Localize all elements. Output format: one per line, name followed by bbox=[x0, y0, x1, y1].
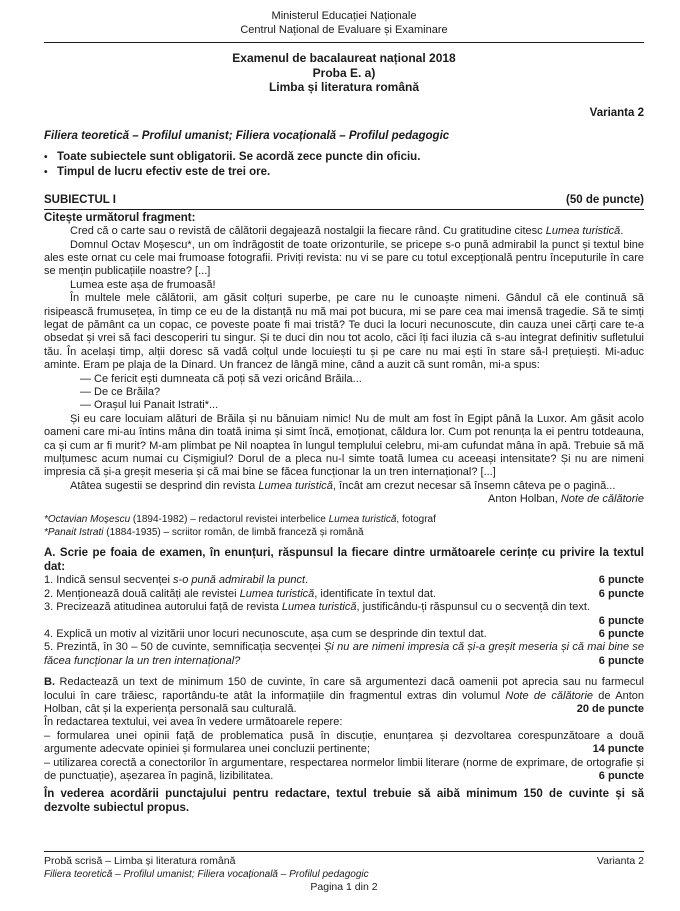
dialogue-line: — De ce Brăila? bbox=[80, 386, 161, 398]
dialogue-line: — Ce fericit ești dumneata că poți să vezi oricând Brăila... bbox=[80, 372, 362, 385]
footer-filiera: Filiera teoretică – Profilul umanist; Filiera vocațională – Profilul pedagogic bbox=[44, 869, 369, 881]
reper-1 bbox=[44, 730, 644, 757]
footnote: *Panait Istrati (1884-1935) – scriitor român, de limbă franceză și română bbox=[44, 526, 364, 538]
section-a-heading: A. Scrie pe foaia de examen, în enunțuri, răspunsul la fiecare dintre următoarele cerințe cu privire la textul dat: bbox=[44, 546, 644, 574]
section-b-text: B. Redactează un text de minimum 150 de cuvinte, în care să argumentezi dacă oamenii pot aprecia sau nu farmecul locului în care trăiesc, raportându-te atât la informațiile din fragmentul extras din volumul Note de călătorie de Anton Holban, cât și la experiența personală sau culturală. bbox=[44, 676, 644, 716]
question-text: 2. Menționează două calități ale revistei Lumea turistică, identificate în textul dat. bbox=[44, 587, 436, 600]
author-attribution: Anton Holban, Note de călătorie bbox=[488, 493, 644, 506]
fragment-paragraph: Domnul Octav Moșescu*, un om îndrăgostit de toate orizonturile, se pricepe s-o pună admirabil la punct și textul bine ales este ornat cu cele mai frumoase fotografii. Priviți revista: nu vi se pare cu totul excepțională pentru începuturile în care se mențin publicațiile noastre? [...] bbox=[44, 238, 644, 278]
instruction-text: Timpul de lucru efectiv este de trei ore. bbox=[57, 166, 271, 179]
bullet-icon: • bbox=[44, 152, 48, 164]
reper-points: 14 puncte bbox=[592, 743, 644, 756]
fragment-paragraph-text: Atâtea sugestii se desprind din revista Lumea turistică, încât am crezut necesar să însemn câteva pe o pagină... bbox=[70, 479, 616, 492]
exam-title: Examenul de bacalaureat național 2018 bbox=[232, 50, 456, 65]
exam-title-block bbox=[44, 51, 644, 95]
subject-1-label: SUBIECTUL I bbox=[44, 194, 116, 207]
redaction-note: În vederea acordării punctajului pentru redactare, textul trebuie să aibă minimum 150 de cuvinte și să dezvolte subiectul propus. bbox=[44, 787, 644, 815]
question-4 bbox=[44, 628, 644, 641]
fragment-paragraph: Cred că o carte sau o revistă de călătorii degajează nostalgii la fiecare rând. Cu gratitudine citesc Lumea turistică. bbox=[70, 225, 624, 238]
subject-1-points: (50 de puncte) bbox=[566, 194, 644, 207]
footer-page-number: Pagina 1 din 2 bbox=[310, 881, 378, 894]
repere-intro: În redactarea textului, vei avea în vedere următoarele repere: bbox=[44, 716, 343, 729]
footnotes bbox=[44, 513, 644, 539]
reper-text: – formularea unei opinii față de problematica pusă în discuție, enunțarea și dezvoltarea corespunzătoare a două argumente adecvate opiniei și formularea unei concluzii pertinente; bbox=[44, 729, 644, 756]
question-points: 6 puncte bbox=[598, 628, 644, 641]
instruction-bullet bbox=[44, 150, 644, 165]
subject-1-header bbox=[44, 193, 644, 210]
instruction-text: Toate subiectele sunt obligatorii. Se acordă zece puncte din oficiu. bbox=[57, 151, 421, 164]
reper-2 bbox=[44, 757, 644, 784]
footnote: *Octavian Moșescu (1894-1982) – redactorul revistei interbelice Lumea turistică, fotograf bbox=[44, 513, 436, 525]
question-text: 1. Indică sensul secvenței s-o pună admirabil la punct. bbox=[44, 574, 309, 587]
question-points: 6 puncte bbox=[598, 614, 644, 627]
variant-label: Varianta 2 bbox=[589, 107, 644, 120]
fragment-paragraph: În multele mele călătorii, am găsit colțuri superbe, pe care nu le cunoaște nimeni. Gândul că ele continuă să risipească frumusețea, în timp ce eu de la distanță nu mă mai pot bucura, mi se pare cea mai imensă tragedie. Să te simți legat de pământ ca un copac, ce poveste poate fi mai tristă? Te duci la locuri necunoscute, din cauza unei cărți care te-a obsedat și vrei să faci descoperiri tu singur. Și te duci din nou tot acolo, căci îți faci iluzia că s-au integrat definitiv sufletului tău. În același timp, alții doresc să vadă colțul unde locuiești tu și pe care nu mai ești în stare să-l prețuiești. Mi-aduc aminte. Eram pe plaja de la Dinard. Un francez de lângă mine, când a auzit că sunt român, mi-a spus: bbox=[44, 292, 644, 372]
question-5 bbox=[44, 641, 644, 668]
exam-instructions bbox=[44, 150, 644, 180]
ministry-name: Ministerul Educației Naționale bbox=[271, 10, 417, 22]
footer-variant: Varianta 2 bbox=[596, 854, 644, 867]
fragment-paragraph bbox=[44, 480, 644, 507]
fragment-paragraph: Lumea este așa de frumoasă! bbox=[70, 278, 216, 291]
reper-points: 6 puncte bbox=[598, 770, 644, 783]
page-footer bbox=[44, 851, 644, 895]
filiera-profile-line: Filiera teoretică – Profilul umanist; Filiera vocațională – Profilul pedagogic bbox=[44, 130, 450, 143]
question-points: 6 puncte bbox=[598, 654, 644, 667]
government-header bbox=[44, 10, 644, 43]
section-b bbox=[44, 676, 644, 816]
question-text: 5. Prezintă, în 30 – 50 de cuvinte, semnificația secvenței Și nu are nimeni impresia că și-a greșit meseria și că mai bine se făcea funcționar la un tren internațional? bbox=[44, 641, 644, 667]
evaluation-center-name: Centrul Național de Evaluare și Examinare bbox=[240, 23, 448, 36]
exam-subject: Limba și literatura română bbox=[268, 80, 420, 95]
bullet-icon: • bbox=[44, 167, 48, 179]
footer-exam-name: Probă scrisă – Limba și literatura română bbox=[44, 854, 236, 867]
question-3 bbox=[44, 601, 644, 628]
question-points: 6 puncte bbox=[598, 587, 644, 600]
section-b-task bbox=[44, 676, 644, 716]
fragment-intro: Citește următorul fragment: bbox=[44, 212, 196, 225]
instruction-bullet bbox=[44, 165, 644, 180]
question-2 bbox=[44, 588, 644, 601]
dialogue-line: — Orașul lui Panait Istrati*... bbox=[80, 399, 219, 412]
exam-proba: Proba E. a) bbox=[312, 65, 376, 80]
question-text: 4. Explică un motiv al vizitării unor locuri necunoscute, așa cum se desprinde din textul dat. bbox=[44, 628, 487, 641]
footer-row bbox=[44, 855, 644, 869]
question-text: 3. Precizează atitudinea autorului față de revista Lumea turistică, justificându-ți răspunsul cu o secvență din text. bbox=[44, 601, 591, 614]
reper-text: – utilizarea corectă a conectorilor în argumentare, respectarea normelor limbii literare (norme de exprimare, de ortografie și de punctuație), așezarea în pagină, lizibilitatea. bbox=[44, 756, 644, 783]
section-b-points: 20 de puncte bbox=[576, 703, 644, 716]
question-points: 6 puncte bbox=[598, 574, 644, 587]
fragment-paragraph: Și eu care locuiam alături de Brăila și nu bănuiam nimic! Nu de mult am fost în Egipt până la Luxor. Am găsit acolo oameni care mi-au întins mâna din toată inima și simt încă, emoționat, căldura lor. Cum pot renunța la ei pentru totdeauna, ca și cum ar fi murit? M-am plimbat pe Nil noaptea în lungul templului celebru, mi-am cufundat mâna în apă. Trebuie să mă mulțumesc acum numai cu Cișmigiul? Dorul de a pleca nu-l simte toată lumea cu aceeași intensitate? Și nu are nimeni impresia că și-a greșit meseria și că mai bine se făcea funcționar la un tren internațional? [...] bbox=[44, 412, 644, 479]
question-1 bbox=[44, 574, 644, 587]
